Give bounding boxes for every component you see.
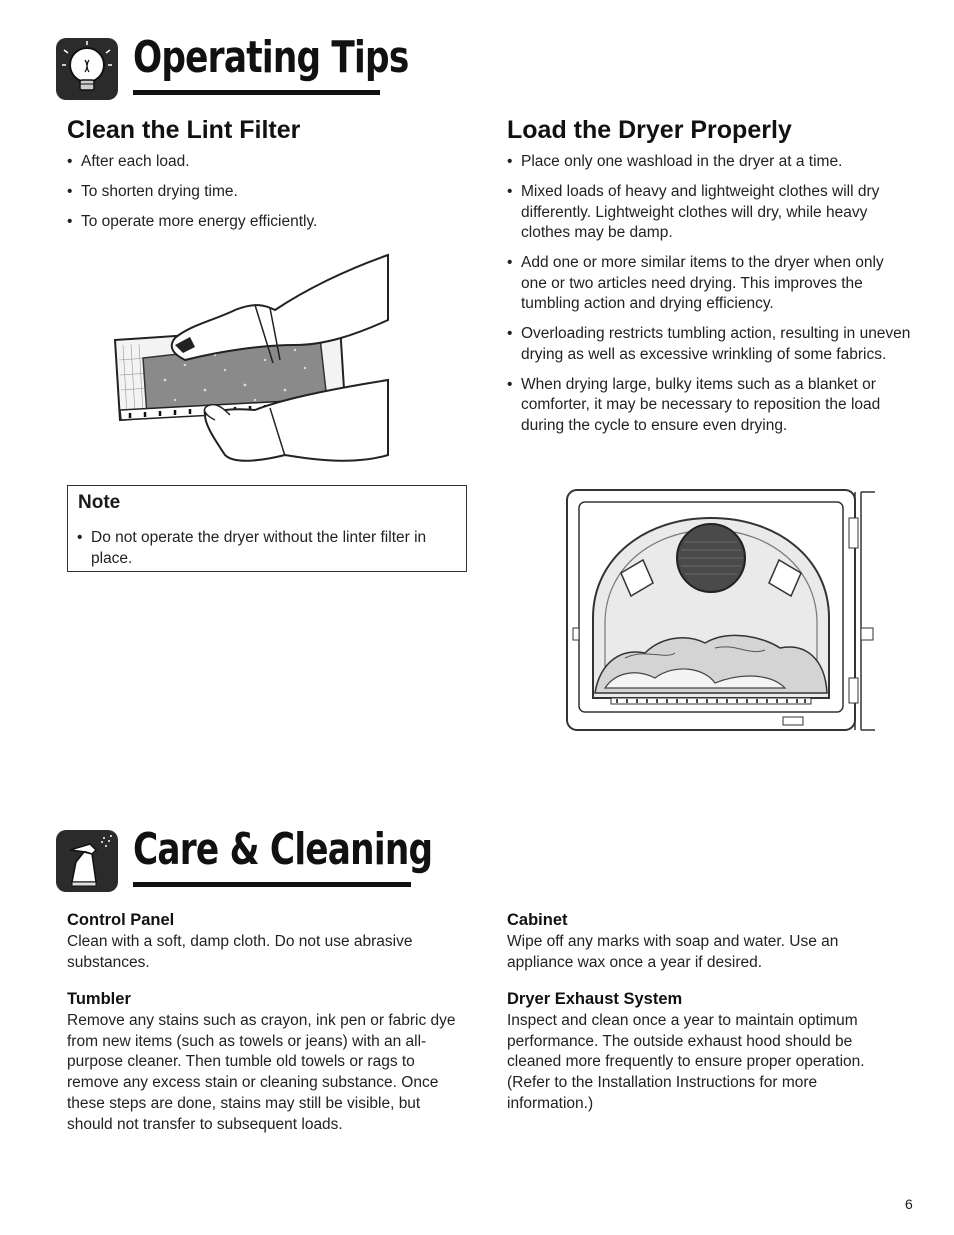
note-list xyxy=(77,528,455,579)
care-cleaning-title: Care & Cleaning xyxy=(133,824,433,875)
list-item: • Add one or more similar items to the dryer when only one or two articles need drying. This improves the tumbling action and drying efficiency. xyxy=(507,253,912,315)
exhaust-heading: Dryer Exhaust System xyxy=(507,990,683,1008)
operating-tips-title: Operating Tips xyxy=(133,32,409,83)
list-item: • To shorten drying time. xyxy=(67,182,457,203)
page-number: 6 xyxy=(905,1196,913,1212)
list-item: • After each load. xyxy=(67,152,457,173)
care-cleaning-rule xyxy=(133,882,411,887)
clean-lint-list xyxy=(67,152,457,242)
tumbler-text: Remove any stains such as crayon, ink pen or fabric dye from new items (such as towels or jeans) with an all-purpose cleaner. Then tumble old towels or rags to remove any excess stain or cleaning substance. Once these steps are done, stains may still be visible, but should not transfer to subsequent loads. xyxy=(67,1012,456,1133)
exhaust-text: Inspect and clean once a year to maintain optimum performance. The outside exhaust hood should be cleaned more frequently to ensure proper operation. (Refer to the Installation Instructions for more information.) xyxy=(507,1012,865,1112)
control-panel-heading: Control Panel xyxy=(67,911,175,929)
note-heading: Note xyxy=(78,492,121,513)
operating-tips-rule xyxy=(133,90,380,95)
list-item: • When drying large, bulky items such as a blanket or comforter, it may be necessary to reposition the load during the cycle to ensure even drying. xyxy=(507,375,912,437)
tumbler-heading: Tumbler xyxy=(67,990,131,1008)
list-item: • Overloading restricts tumbling action, resulting in uneven drying as well as excessive wrinkling of some fabrics. xyxy=(507,324,912,365)
cabinet-heading: Cabinet xyxy=(507,911,568,929)
list-item: • Place only one washload in the dryer at a time. xyxy=(507,152,912,173)
load-dryer-heading: Load the Dryer Properly xyxy=(507,116,792,144)
clean-lint-heading: Clean the Lint Filter xyxy=(67,116,301,144)
list-item: • Mixed loads of heavy and lightweight clothes will dry differently. Lightweight clothes will dry, while heavy clothes may be damp. xyxy=(507,182,912,244)
list-item: • Do not operate the dryer without the linter filter in place. xyxy=(77,528,455,569)
note-box xyxy=(67,485,467,572)
list-item: • To operate more energy efficiently. xyxy=(67,212,457,233)
control-panel-text: Clean with a soft, damp cloth. Do not use abrasive substances. xyxy=(67,933,413,971)
load-dryer-list xyxy=(507,152,912,446)
dryer-drum-illustration xyxy=(565,488,877,736)
lint-filter-illustration xyxy=(105,250,390,470)
cabinet-text: Wipe off any marks with soap and water. Use an appliance wax once a year if desired. xyxy=(507,933,839,971)
lightbulb-icon xyxy=(56,38,118,100)
spray-bottle-icon xyxy=(56,830,118,892)
